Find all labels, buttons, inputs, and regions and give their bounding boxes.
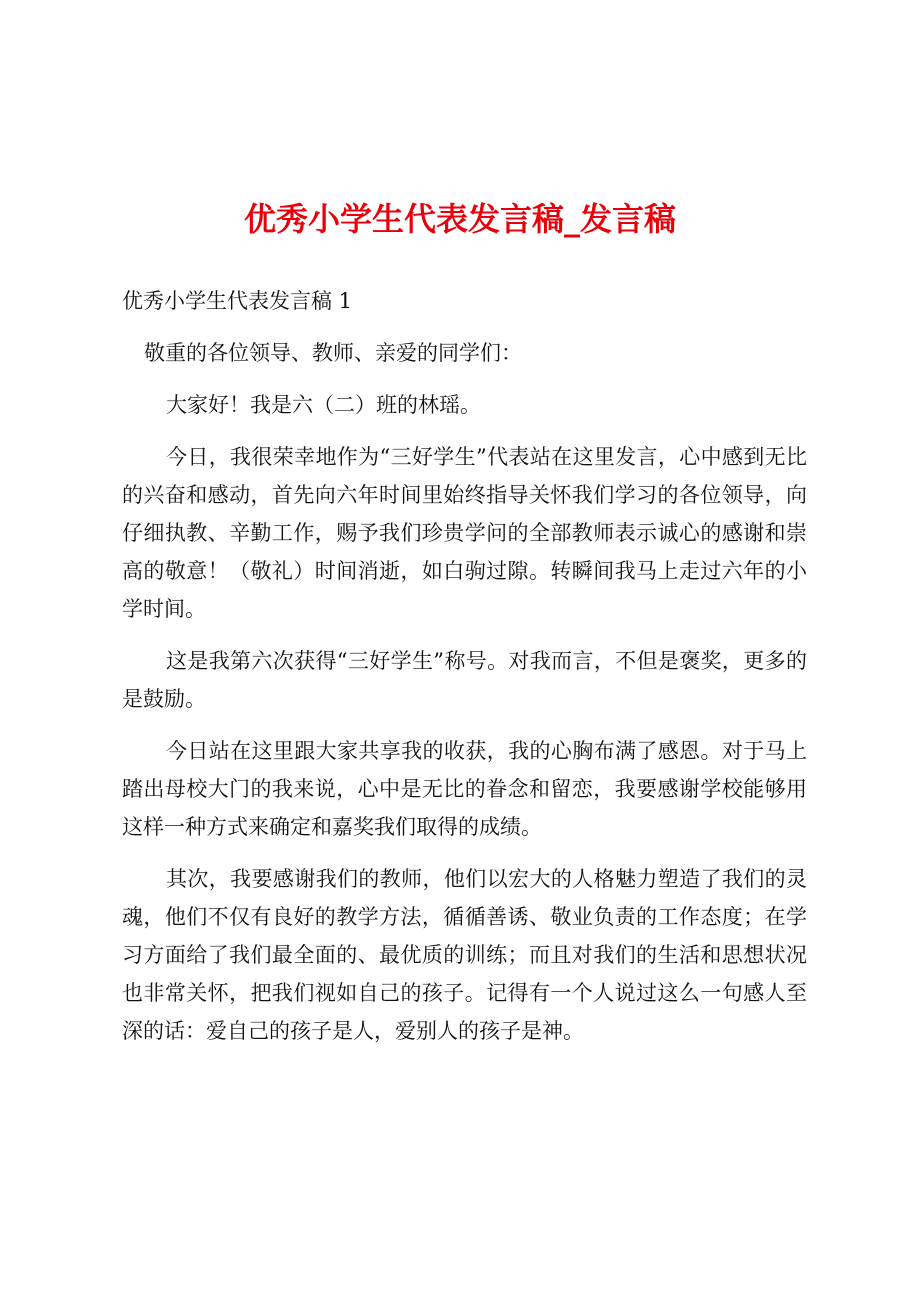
document-body (122, 282, 807, 1064)
greeting-line: 敬重的各位领导、教师、亲爱的同学们： (144, 341, 522, 365)
paragraph-5: 其次，我要感谢我们的教师，他们以宏大的人格魅力塑造了我们的灵魂，他们不仅有良好的教学方法，循循善诱、敬业负责的工作态度；在学习方面给了我们最全面的、最优质的训练；而且对我们的生活和思想状况也非常关怀，把我们视如自己的孩子。记得有一个人说过这么一句感人至深的话：爱自己的孩子是人，爱别人的孩子是神。 (122, 867, 807, 1043)
paragraph-1: 大家好！我是六（二）班的林瑶。 (166, 393, 481, 417)
paragraph-3: 这是我第六次获得“三好学生”称号。对我而言，不但是褒奖，更多的是鼓励。 (122, 649, 807, 711)
paragraph-4: 今日站在这里跟大家共享我的收获，我的心胸布满了感恩。对于马上踏出母校大门的我来说，心中是无比的眷念和留恋，我要感谢学校能够用这样一种方式来确定和嘉奖我们取得的成绩。 (122, 739, 807, 839)
paragraph-2: 今日，我很荣幸地作为“三好学生”代表站在这里发言，心中感到无比的兴奋和感动，首先向六年时间里始终指导关怀我们学习的各位领导，向仔细执教、辛勤工作，赐予我们珍贵学问的全部教师表示诚心的感谢和崇高的敬意！（敬礼）时间消逝，如白驹过隙。转瞬间我马上走过六年的小学时间。 (122, 445, 807, 621)
section-subtitle: 优秀小学生代表发言稿 1 (122, 289, 353, 313)
document-title: 优秀小学生代表发言稿_发言稿 (243, 200, 676, 238)
